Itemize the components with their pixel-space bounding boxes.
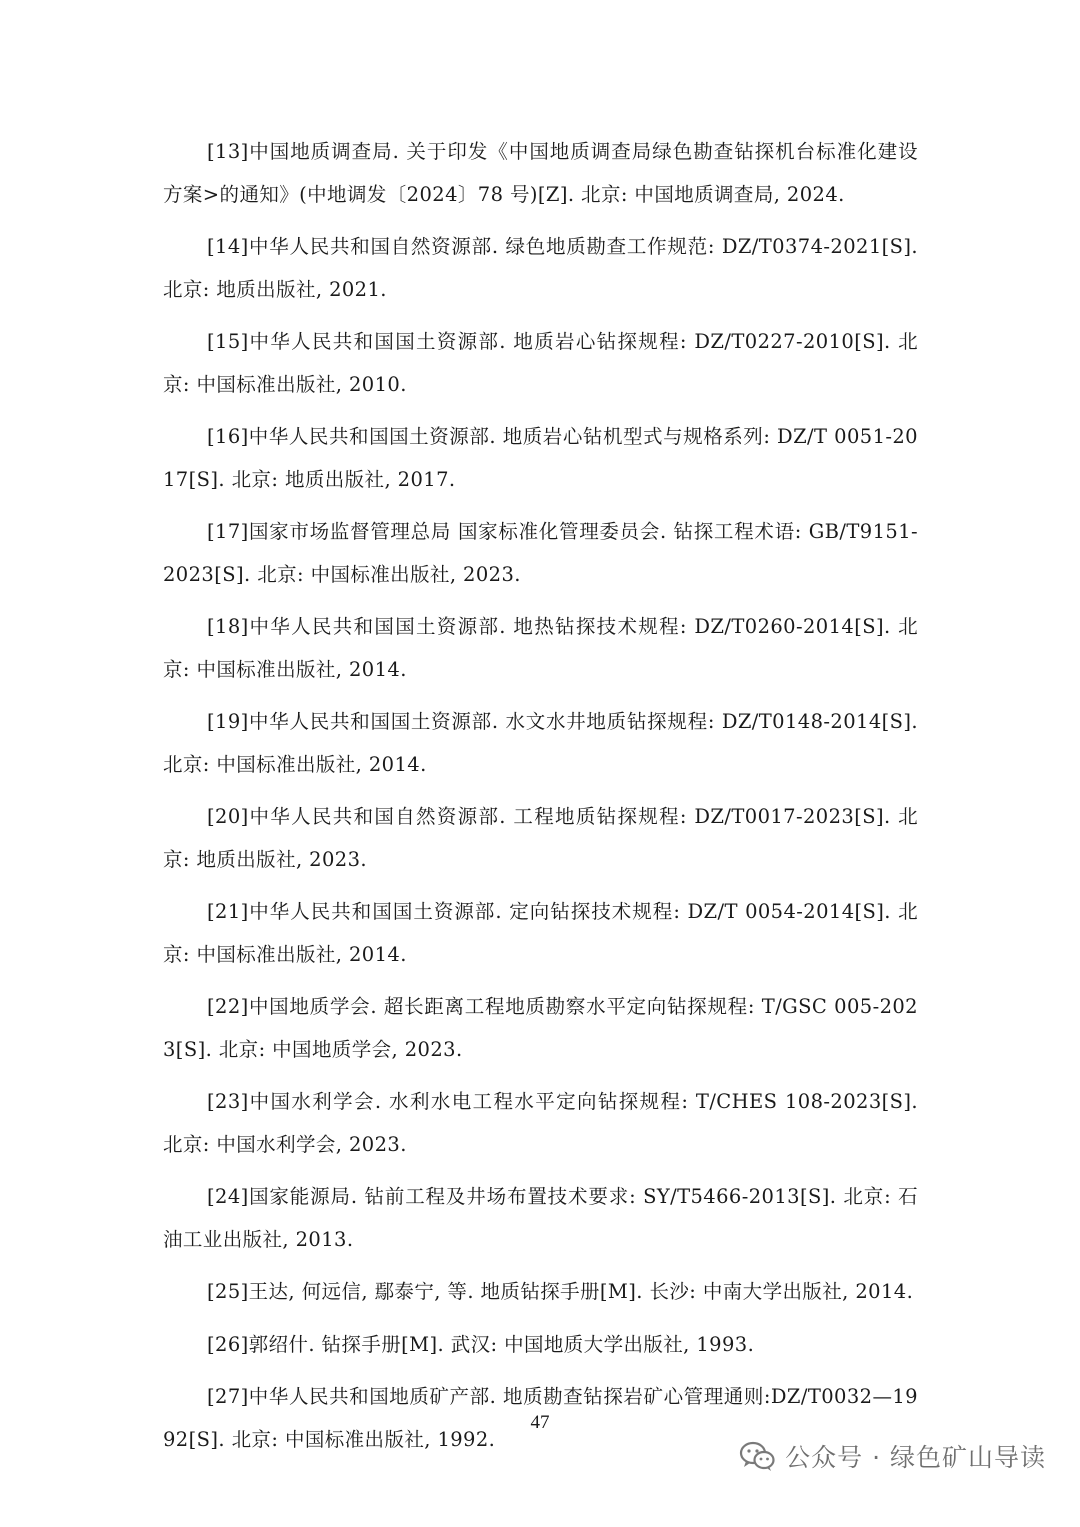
wechat-icon — [739, 1440, 775, 1472]
reference-list — [163, 131, 918, 1471]
reference-entry-14: [14]中华人民共和国自然资源部. 绿色地质勘查工作规范: DZ/T0374-2021[S]. 北京: 地质出版社, 2021. — [163, 235, 918, 301]
watermark — [739, 1434, 1046, 1478]
reference-entry-21: [21]中华人民共和国国土资源部. 定向钻探技术规程: DZ/T 0054-2014[S]. 北京: 中国标准出版社, 2014. — [163, 900, 918, 966]
reference-entry-24: [24]国家能源局. 钻前工程及井场布置技术要求: SY/T5466-2013[S]. 北京: 石油工业出版社, 2013. — [163, 1185, 918, 1251]
reference-entry-22: [22]中国地质学会. 超长距离工程地质勘察水平定向钻探规程: T/GSC 005-2023[S]. 北京: 中国地质学会, 2023. — [163, 995, 918, 1061]
reference-entry-13: [13]中国地质调查局. 关于印发《中国地质调查局绿色勘查钻探机台标准化建设方案>的通知》(中地调发〔2024〕78 号)[Z]. 北京: 中国地质调查局, 2024. — [163, 140, 918, 206]
page-number: 47 — [530, 1412, 550, 1433]
reference-entry-27: [27]中华人民共和国地质矿产部. 地质勘查钻探岩矿心管理通则:DZ/T0032—1992[S]. 北京: 中国标准出版社, 1992. — [163, 1385, 918, 1451]
reference-entry-23: [23]中国水利学会. 水利水电工程水平定向钻探规程: T/CHES 108-2023[S]. 北京: 中国水利学会, 2023. — [163, 1090, 918, 1156]
reference-entry-20: [20]中华人民共和国自然资源部. 工程地质钻探规程: DZ/T0017-2023[S]. 北京: 地质出版社, 2023. — [163, 805, 918, 871]
watermark-text: 公众号 · 绿色矿山导读 — [785, 1443, 1046, 1472]
reference-entry-15: [15]中华人民共和国国土资源部. 地质岩心钻探规程: DZ/T0227-2010[S]. 北京: 中国标准出版社, 2010. — [163, 330, 918, 396]
reference-entry-25: [25]王达, 何远信, 鄢泰宁, 等. 地质钻探手册[M]. 长沙: 中南大学出版社, 2014. — [207, 1280, 914, 1303]
reference-entry-19: [19]中华人民共和国国土资源部. 水文水井地质钻探规程: DZ/T0148-2014[S]. 北京: 中国标准出版社, 2014. — [163, 710, 918, 776]
reference-entry-17: [17]国家市场监督管理总局 国家标准化管理委员会. 钻探工程术语: GB/T9151-2023[S]. 北京: 中国标准出版社, 2023. — [163, 520, 918, 586]
reference-entry-18: [18]中华人民共和国国土资源部. 地热钻探技术规程: DZ/T0260-2014[S]. 北京: 中国标准出版社, 2014. — [163, 615, 918, 681]
reference-entry-16: [16]中华人民共和国国土资源部. 地质岩心钻机型式与规格系列: DZ/T 0051-2017[S]. 北京: 地质出版社, 2017. — [163, 425, 918, 491]
reference-entry-26: [26]郭绍什. 钻探手册[M]. 武汉: 中国地质大学出版社, 1993. — [207, 1332, 755, 1356]
